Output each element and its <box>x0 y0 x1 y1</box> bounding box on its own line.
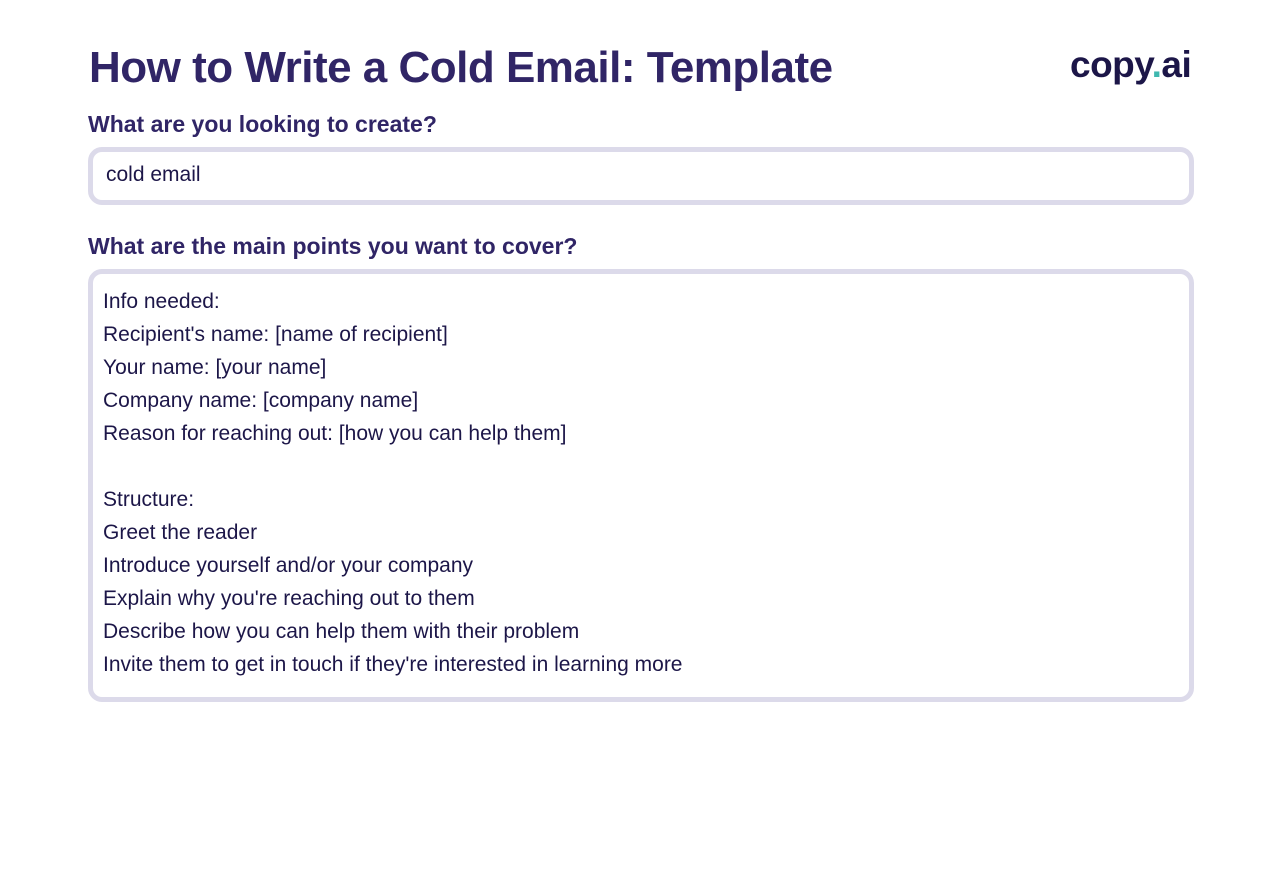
textarea-line: Explain why you're reaching out to them <box>103 587 475 610</box>
create-input-value[interactable]: cold email <box>106 163 201 186</box>
logo-text-ai: ai <box>1161 44 1192 85</box>
create-input[interactable] <box>88 147 1194 205</box>
textarea-line: Recipient's name: [name of recipient] <box>103 323 448 346</box>
textarea-line: Invite them to get in touch if they're interested in learning more <box>103 653 683 676</box>
textarea-line-blank <box>103 450 683 483</box>
textarea-line: Reason for reaching out: [how you can help them] <box>103 422 567 445</box>
textarea-line: Describe how you can help them with their problem <box>103 620 580 643</box>
textarea-line: Company name: [company name] <box>103 389 419 412</box>
copy-ai-logo[interactable] <box>1070 40 1191 90</box>
textarea-line: Structure: <box>103 488 195 511</box>
create-label: What are you looking to create? <box>88 111 437 137</box>
textarea-line: Greet the reader <box>103 521 258 544</box>
textarea-line: Introduce yourself and/or your company <box>103 554 474 577</box>
main-points-label: What are the main points you want to cover? <box>88 233 578 259</box>
textarea-line: Info needed: <box>103 290 220 313</box>
textarea-line: Your name: [your name] <box>103 356 327 379</box>
main-points-content[interactable] <box>103 285 683 681</box>
logo-dot: . <box>1151 44 1162 85</box>
logo-text-copy: copy <box>1070 44 1152 85</box>
main-points-textarea[interactable] <box>88 269 1194 702</box>
page-title: How to Write a Cold Email: Template <box>89 43 833 92</box>
